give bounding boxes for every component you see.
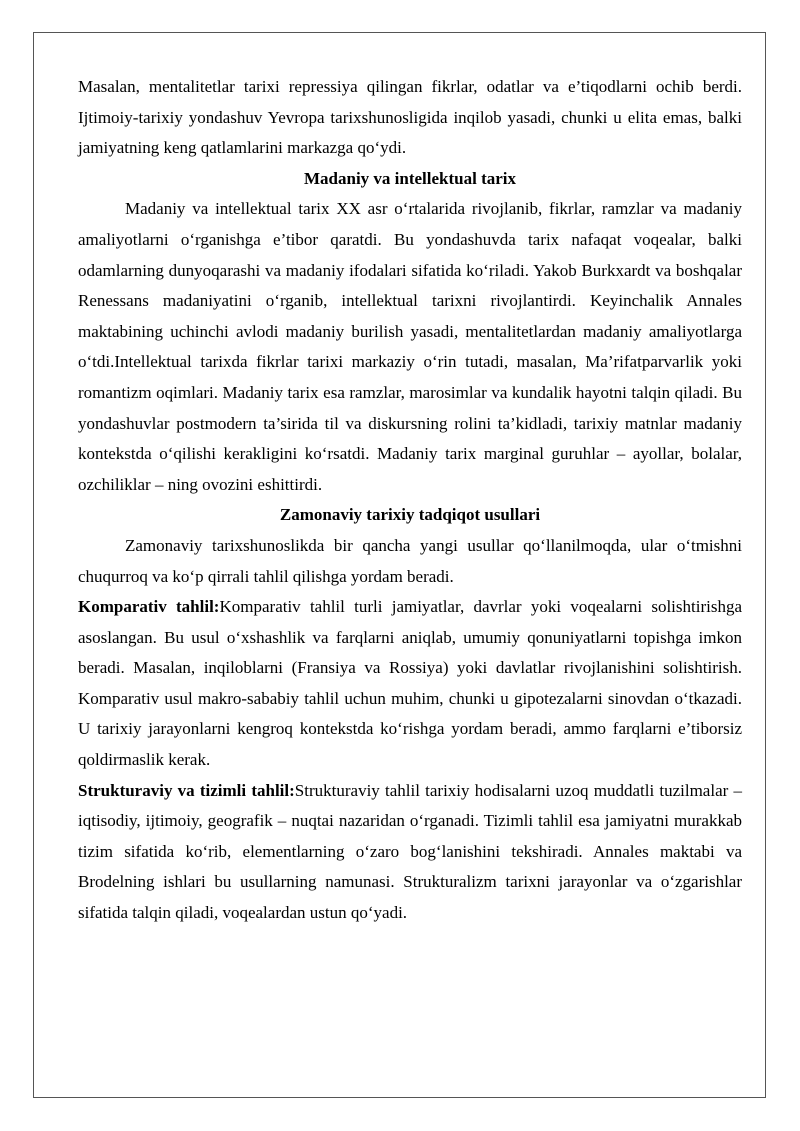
structural-analysis-paragraph	[78, 776, 742, 929]
comparative-analysis-term: Komparativ tahlil:	[78, 597, 220, 617]
modern-methods-intro: Zamonaviy tarixshunoslikda bir qancha yangi usullar qo‘llanilmoqda, ular o‘tmishni chuqurroq va ko‘p qirrali tahlil qilishga yordam beradi.	[78, 535, 742, 586]
comparative-analysis-text: Komparativ tahlil turli jamiyatlar, davrlar yoki voqealarni solishtirishga asoslangan. Bu usul o‘xshashlik va farqlarni aniqlab, umumiy qonuniyatlarni topishga imkon beradi. Masalan, inqiloblarni (Fransiya va Rossiya) yoki davlatlar rivojlanishini solishtirish. Komparativ usul makro-sababiy tahlil uchun muhim, chunki u gipotezalarni sinovdan o‘tkazadi. U tarixiy jarayonlarni kengroq kontekstda ko‘rishga yordam beradi, ammo farqlarni e’tiborsiz qoldirmaslik kerak.	[78, 597, 742, 770]
structural-analysis-term: Strukturaviy va tizimli tahlil:	[78, 780, 295, 800]
heading-cultural-history: Madaniy va intellektual tarix	[303, 168, 517, 188]
cultural-history-paragraph: Madaniy va intellektual tarix XX asr o‘rtalarida rivojlanib, fikrlar, ramzlar va madaniy amaliyotlarni o‘rganishga e’tibor qaratdi. Bu yondashuvda tarix nafaqat voqealar, balki odamlarning dunyoqarashi va madaniy ifodalari sifatida ko‘riladi. Yakob Burkxardt va boshqalar Renessans madaniyatini o‘rganib, intellektual tarixni rivojlantirdi. Keyinchalik Annales maktabining uchinchi avlodi madaniy burilish yasadi, mentalitetlardan madaniy amaliyotlarga o‘tdi.Intellektual tarixda fikrlar tarixi markaziy o‘rin tutadi, masalan, Ma’rifatparvarlik yoki romantizm oqimlari. Madaniy tarix esa ramzlar, marosimlar va kundalik hayotni talqin qiladi. Bu yondashuvlar postmodern ta’sirida til va diskursning rolini ta’kidladi, tarixiy matnlar madaniy kontekstda o‘qilishi kerakligini ko‘rsatdi. Madaniy tarix marginal guruhlar – ayollar, bolalar, ozchiliklar – ning ovozini eshittirdi.	[78, 199, 742, 494]
intro-paragraph: Masalan, mentalitetlar tarixi repressiya qilingan fikrlar, odatlar va e’tiqodlarni ochib berdi. Ijtimoiy-tarixiy yondashuv Yevropa tarixshunosligida inqilob yasadi, chunki u elita emas, balki jamiyatning keng qatlamlarini markazga qo‘ydi.	[78, 77, 742, 158]
heading-modern-methods: Zamonaviy tarixiy tadqiqot usullari	[279, 505, 541, 525]
structural-analysis-text: Strukturaviy tahlil tarixiy hodisalarni uzoq muddatli tuzilmalar – iqtisodiy, ijtimoiy, geografik – nuqtai nazaridan o‘rganadi. Tizimli tahlil esa jamiyatni murakkab tizim sifatida ko‘rib, elementlarning o‘zaro bog‘lanishini tekshiradi. Annales maktabi va Brodelning ishlari bu usullarning namunasi. Strukturalizm tarixni jarayonlar va o‘zgarishlar sifatida talqin qiladi, voqealardan ustun qo‘yadi.	[78, 780, 742, 923]
document-body	[78, 72, 742, 929]
comparative-analysis-paragraph	[78, 592, 742, 776]
